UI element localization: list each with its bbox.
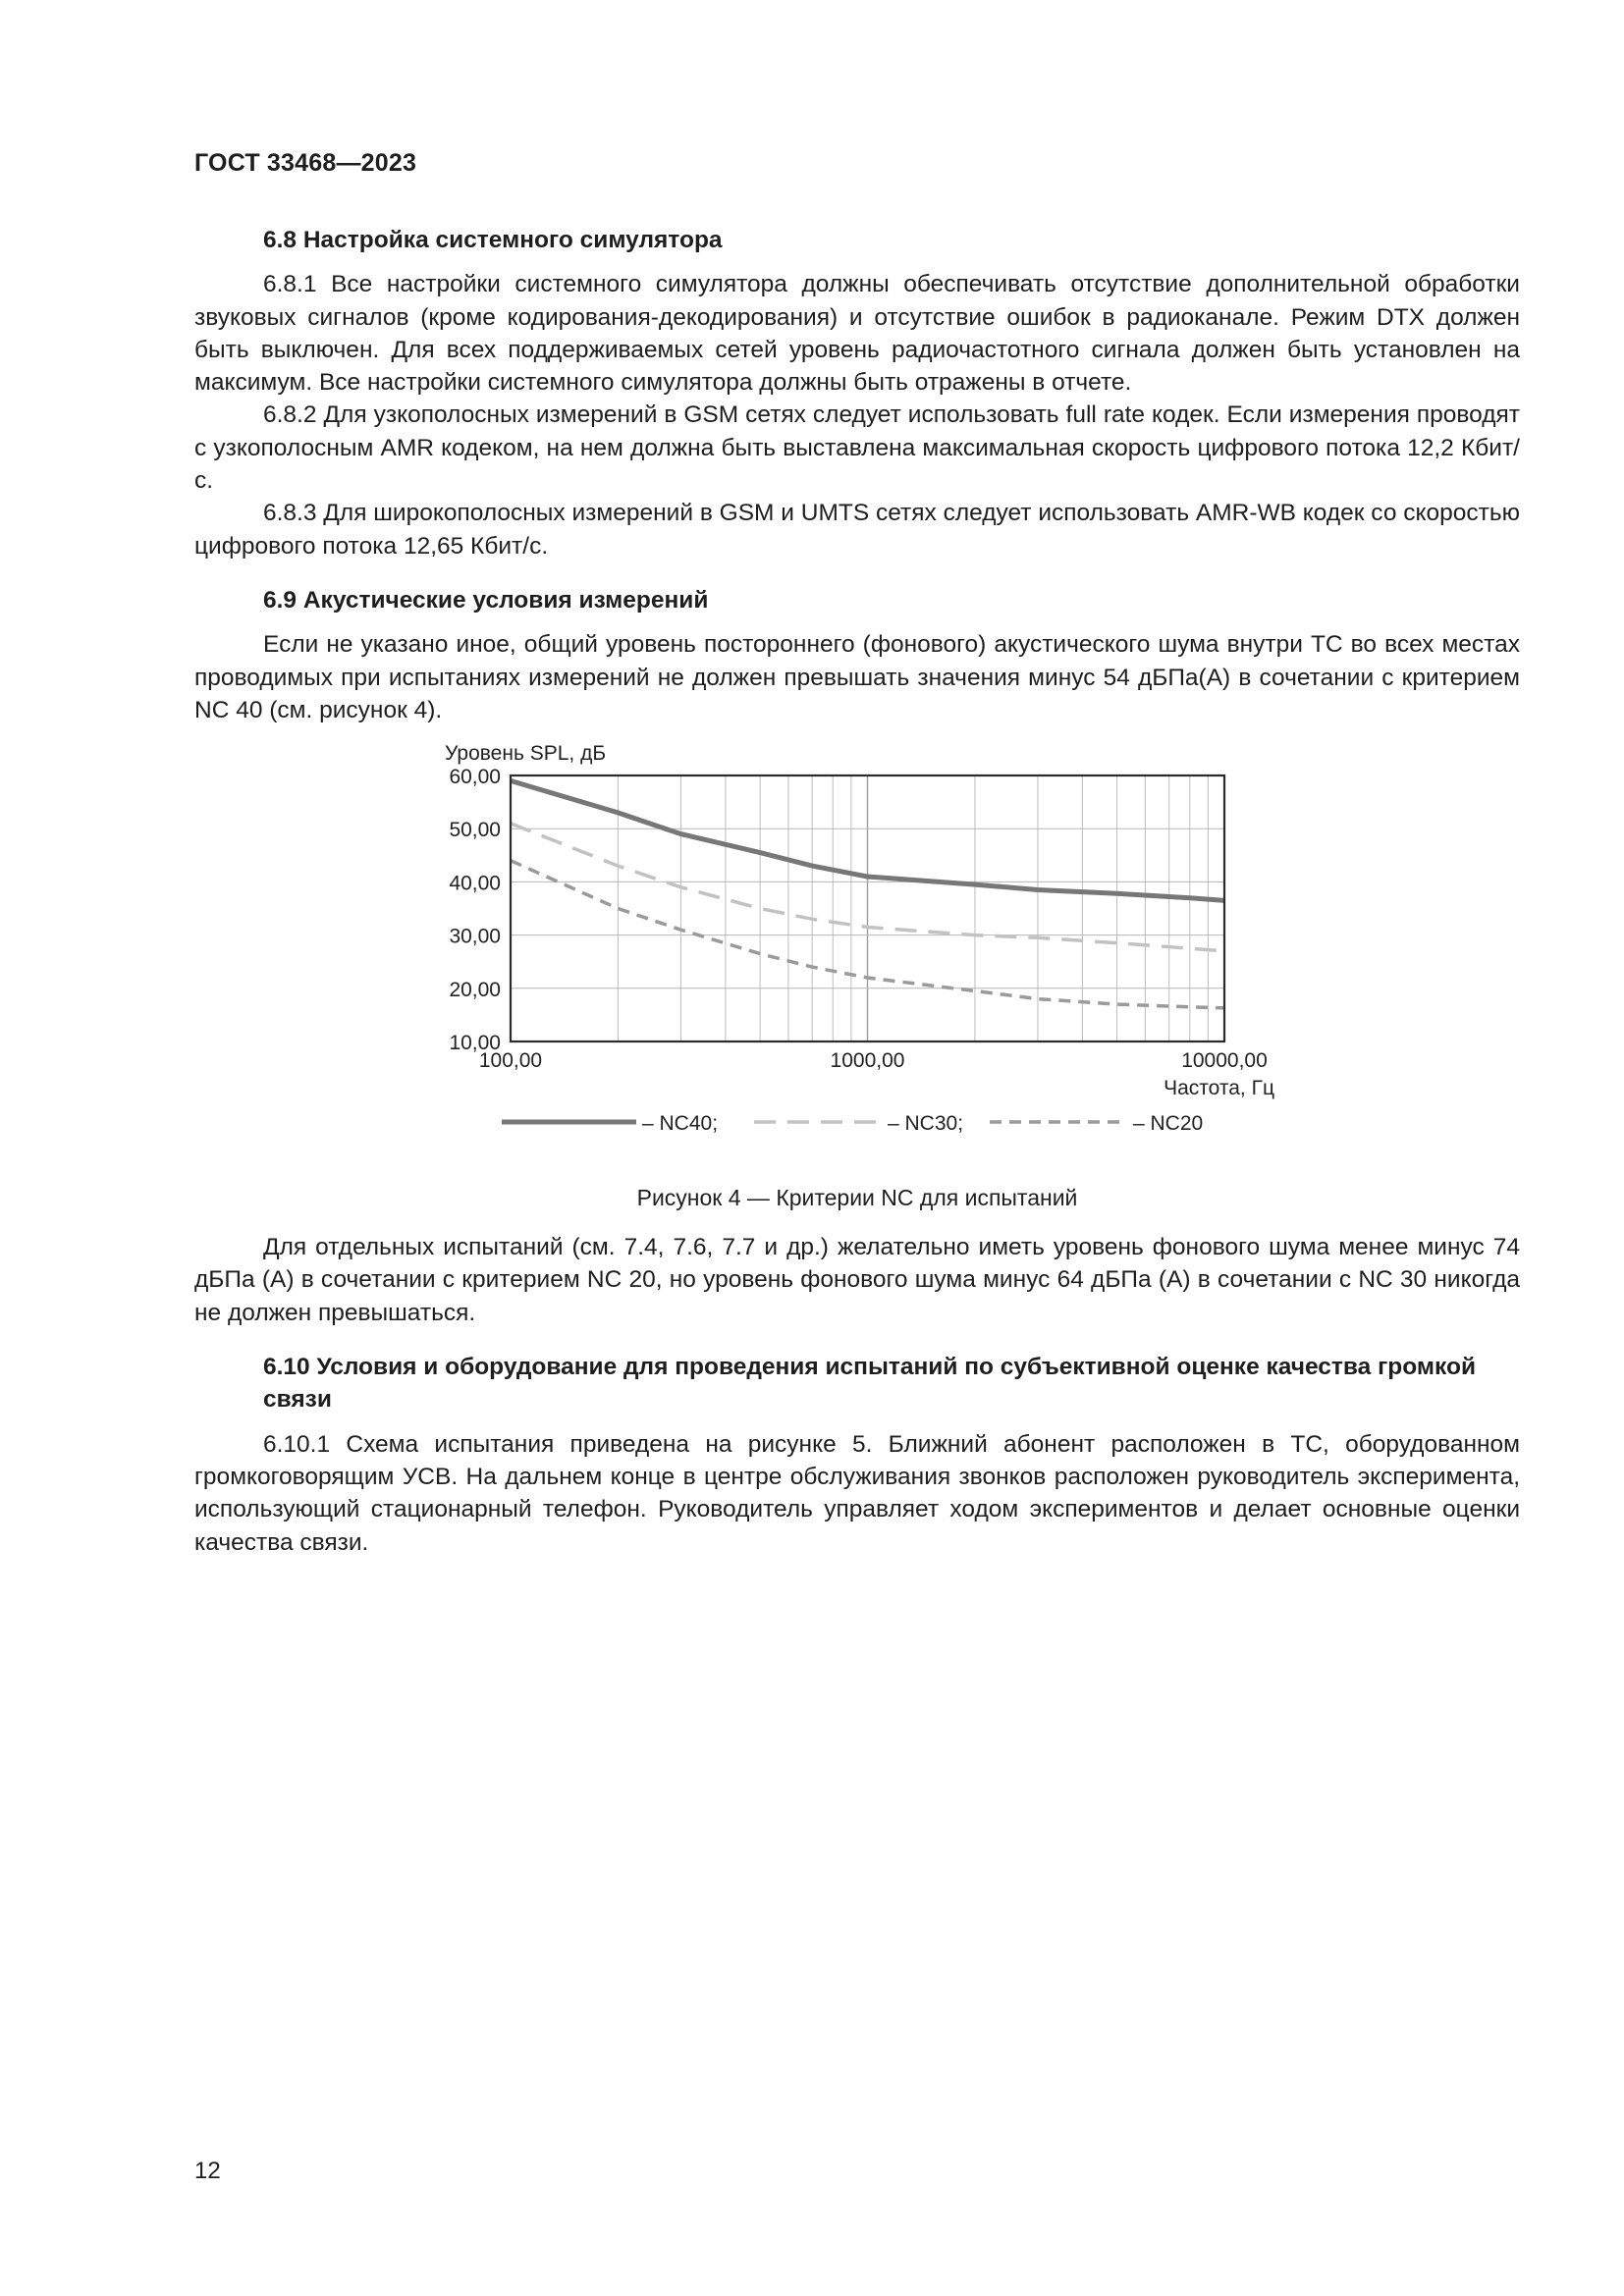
y-tick-label: 40,00: [449, 872, 501, 895]
legend-label-2: – NC30;: [888, 1112, 964, 1136]
x-tick-label: 10000,00: [1181, 1049, 1268, 1073]
paragraph-6-10-1: 6.10.1 Схема испытания приведена на рисунке 5. Ближний абонент расположен в ТС, оборудованном громкоговорящим УСВ. На дальнем конце в центре обслуживания звонков расположен руководитель эксперимента, использующий стационарный телефон. Руководитель управляет ходом экспериментов и делает основные оценки качества связи.: [194, 1430, 1520, 1556]
nc-criteria-chart: [194, 740, 1520, 1172]
document-header: ГОСТ 33468—2023: [194, 149, 417, 177]
figure-4: [194, 740, 1520, 1231]
y-tick-label: 50,00: [449, 819, 501, 842]
section-6-10-title: 6.10 Условия и оборудование для проведения испытаний по субъективной оценке качества громкой связи: [263, 1354, 1477, 1414]
paragraph-after-figure: Для отдельных испытаний (см. 7.4, 7.6, 7.7 и др.) желательно иметь уровень фонового шума менее минус 74 дБПа (А) в сочетании с критерием NC 20, но уровень фонового шума минус 64 дБПа (А) в сочетании с NC 30 никогда не должен превышаться.: [194, 1234, 1520, 1326]
figure-caption: Рисунок 4 — Критерии NC для испытаний: [636, 1185, 1078, 1211]
legend-label-1: – NC40;: [642, 1112, 719, 1136]
legend-label-3: – NC20: [1133, 1112, 1204, 1136]
y-tick-label: 60,00: [449, 766, 501, 789]
paragraph-6-8-2: 6.8.2 Для узкополосных измерений в GSM сетях следует использовать full rate кодек. Если измерения проводят с узкополосным AMR кодеком, на нем должна быть выставлена максимальная скорость цифрового потока 12,2 Кбит/с.: [194, 401, 1520, 495]
x-tick-label: 1000,00: [830, 1049, 905, 1073]
page-content: [194, 224, 1520, 1559]
y-tick-label: 30,00: [449, 925, 501, 948]
page-number: 12: [194, 2158, 221, 2184]
section-6-8-title: 6.8 Настройка системного симулятора: [263, 227, 723, 253]
y-tick-label: 20,00: [449, 978, 501, 1001]
section-6-9-title: 6.9 Акустические условия измерений: [263, 586, 709, 614]
y-tick-label: 10,00: [449, 1032, 501, 1055]
y-axis-label: Уровень SPL, дБ: [445, 742, 607, 766]
paragraph-6-9: Если не указано иное, общий уровень постороннего (фонового) акустического шума внутри ТС во всех местах проводимых при испытаниях измерений не должен превышать значения минус 54 дБПа(А) в сочетании с критерием NC 40 (см. рисунок 4).: [194, 631, 1520, 723]
x-axis-label: Частота, Гц: [1164, 1077, 1274, 1100]
paragraph-6-8-3: 6.8.3 Для широкополосных измерений в GSM и UMTS сетях следует использовать AMR-WB кодек со скоростью цифрового потока 12,65 Кбит/с.: [194, 500, 1520, 560]
paragraph-6-8-1: 6.8.1 Все настройки системного симулятора должны обеспечивать отсутствие дополнительной обработки звуковых сигналов (кроме кодирования-декодирования) и отсутствие ошибок в радиоканале. Режим DTX должен быть выключен. Для всех поддерживаемых сетей уровень радиочастотного сигнала должен быть установлен на максимум. Все настройки системного симулятора должны быть отражены в отчете.: [194, 271, 1520, 397]
x-tick-label: 100,00: [478, 1049, 543, 1073]
